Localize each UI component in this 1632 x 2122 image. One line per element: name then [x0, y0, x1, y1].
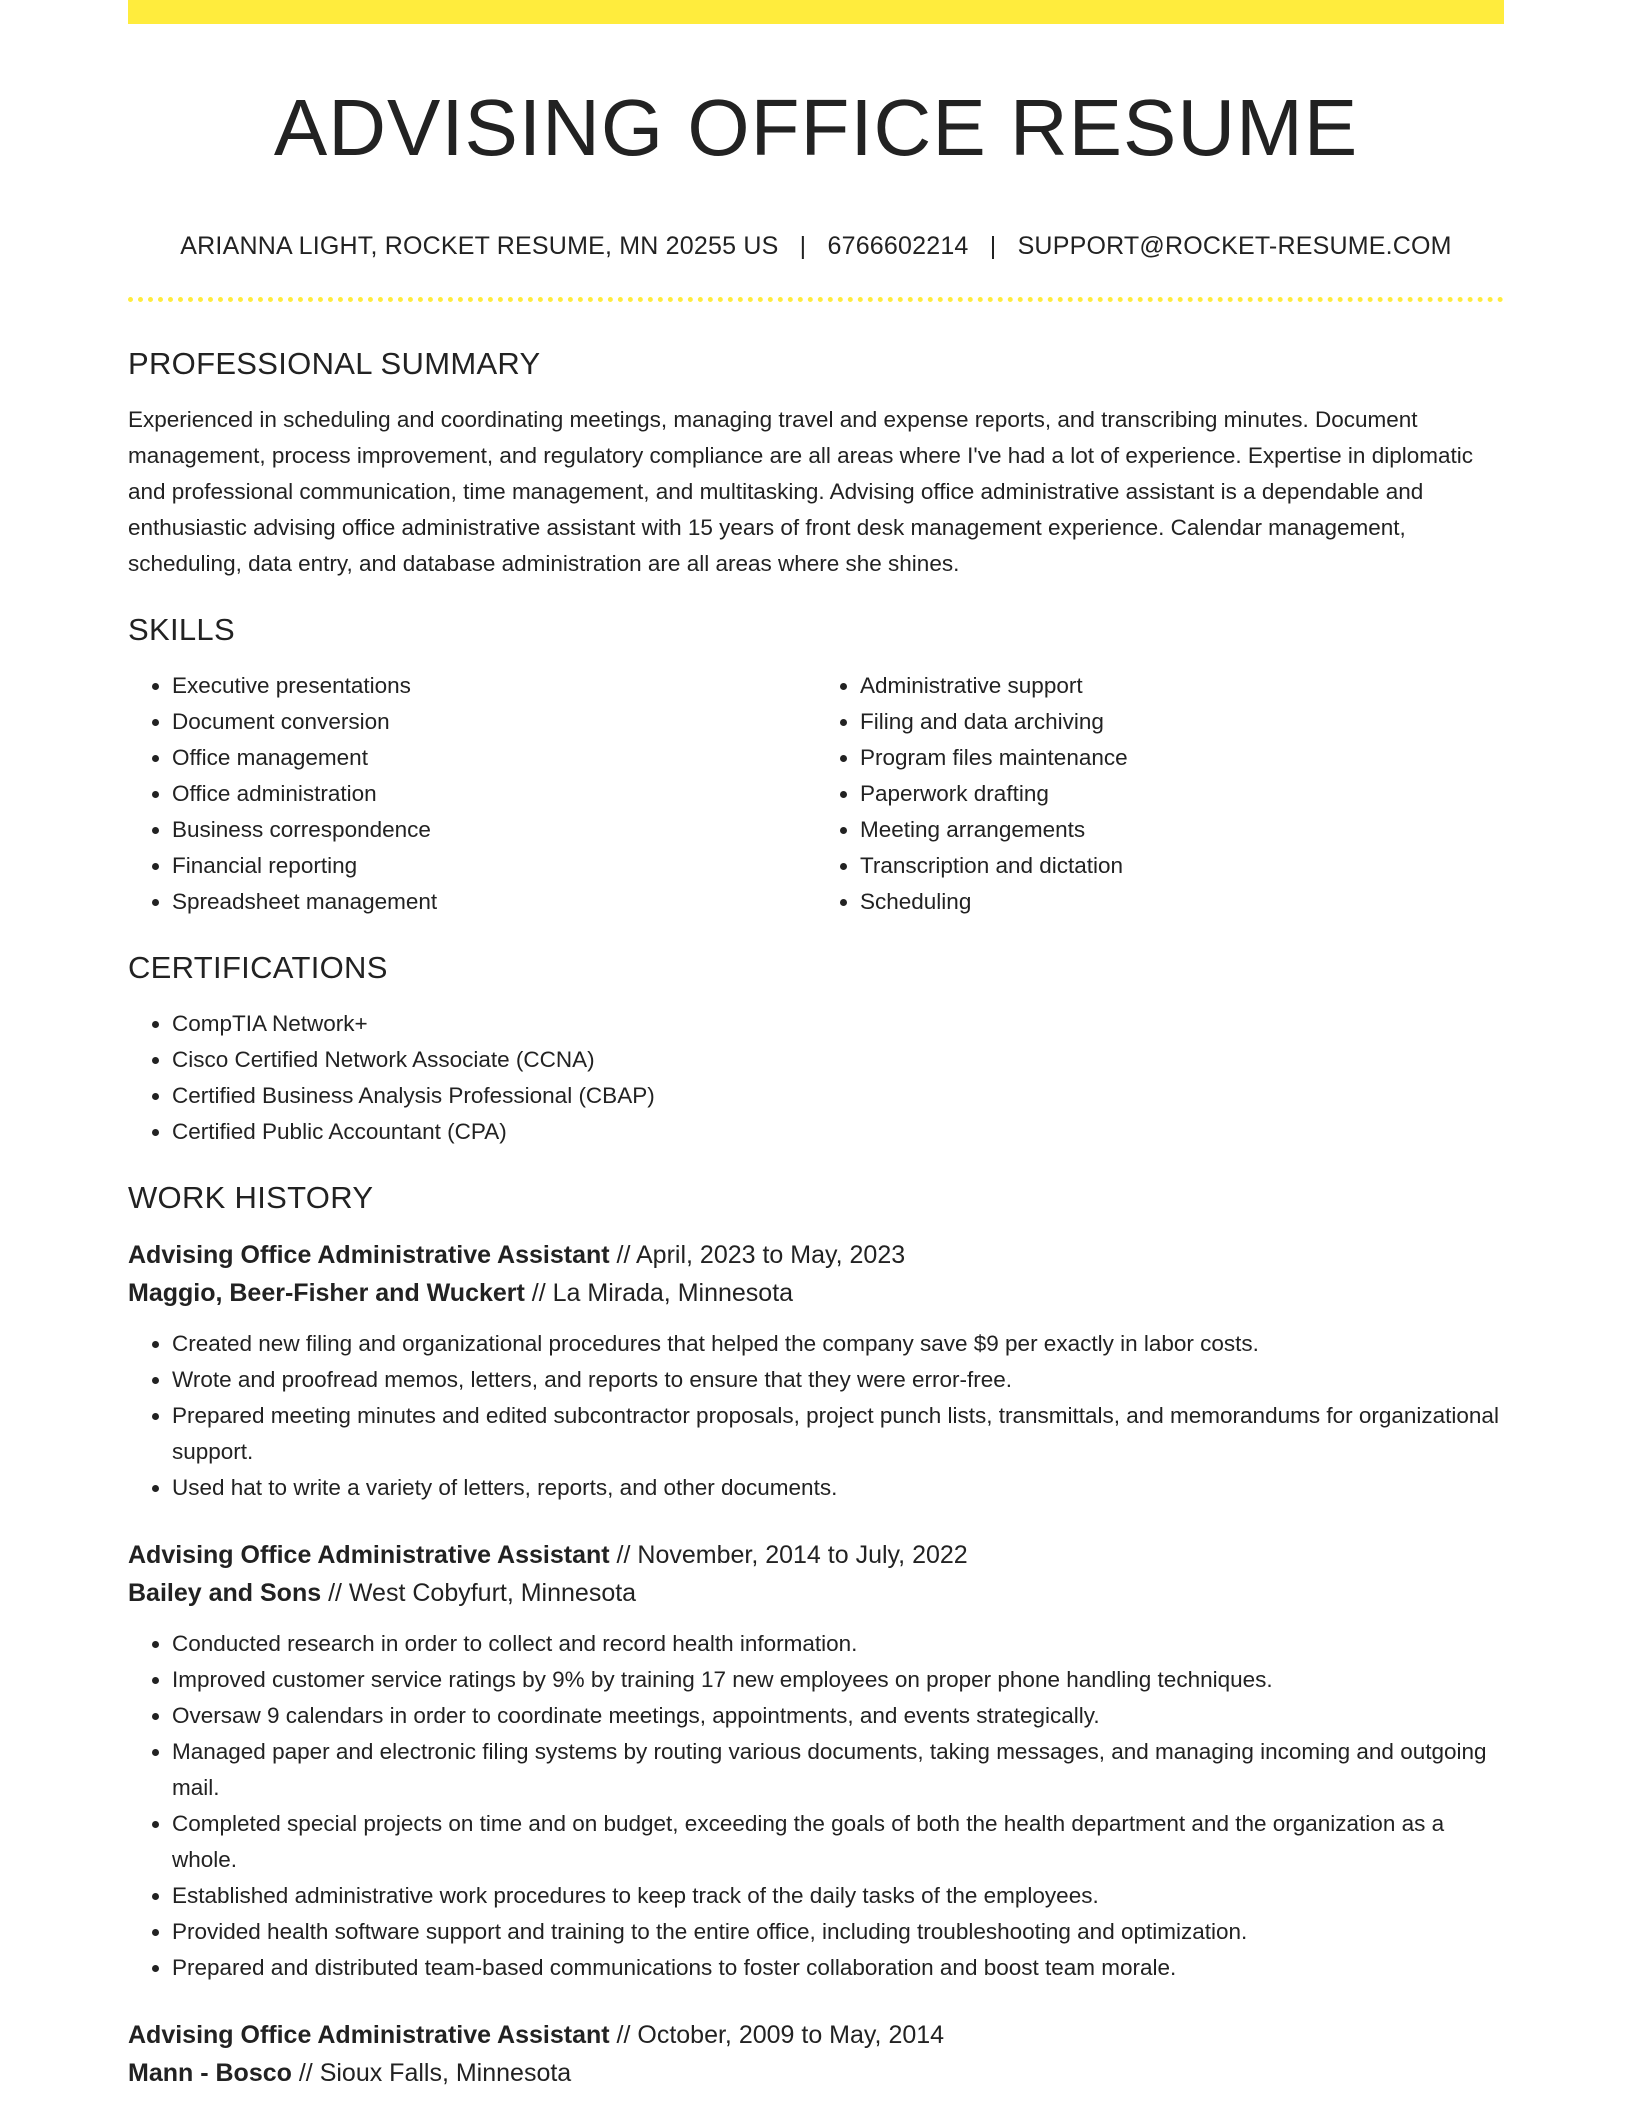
job-title: Advising Office Administrative Assistant	[128, 1241, 610, 1269]
job-location: // Sioux Falls, Minnesota	[298, 2059, 572, 2087]
job-entry	[128, 1536, 1504, 1986]
skill-item: • Executive presentations	[172, 668, 816, 704]
job-bullet: • Managed paper and electronic filing systems by routing various documents, taking messages, and managing incoming and outgoing mail.	[172, 1734, 1504, 1806]
job-title: Advising Office Administrative Assistant	[128, 1541, 610, 1569]
certifications-list	[128, 1006, 1504, 1150]
contact-line	[128, 232, 1504, 261]
skills-list-left	[128, 668, 816, 920]
job-company-line	[128, 2054, 1504, 2092]
skills-list-right	[816, 668, 1504, 920]
job-location: // La Mirada, Minnesota	[531, 1279, 794, 1307]
professional-summary-section	[128, 346, 1504, 582]
skills-columns	[128, 648, 1504, 920]
job-entry	[128, 2016, 1504, 2092]
job-bullet: • Oversaw 9 calendars in order to coordinate meetings, appointments, and events strategically.	[172, 1698, 1504, 1734]
job-company: Bailey and Sons	[128, 1579, 322, 1607]
job-dates: // October, 2009 to May, 2014	[616, 2021, 945, 2049]
certification-item: • Certified Business Analysis Professional (CBAP)	[172, 1078, 1504, 1114]
skill-item: • Scheduling	[860, 884, 1504, 920]
skill-item: • Program files maintenance	[860, 740, 1504, 776]
job-bullet: • Created new filing and organizational procedures that helped the company save $9 per exactly in labor costs.	[172, 1326, 1504, 1362]
section-heading-certifications: CERTIFICATIONS	[128, 950, 388, 985]
certification-item: • CompTIA Network+	[172, 1006, 1504, 1042]
dotted-divider	[128, 297, 1504, 302]
resume-content	[128, 0, 1504, 2122]
job-bullets	[128, 1326, 1504, 1506]
section-heading-summary: PROFESSIONAL SUMMARY	[128, 346, 541, 381]
job-bullet: • Used hat to write a variety of letters, reports, and other documents.	[172, 1470, 1504, 1506]
skill-item: • Administrative support	[860, 668, 1504, 704]
job-title-line	[128, 2016, 1504, 2054]
certifications-section	[128, 950, 1504, 1150]
job-bullet: • Prepared meeting minutes and edited subcontractor proposals, project punch lists, transmittals, and memorandums for organizational support.	[172, 1398, 1504, 1470]
job-company: Maggio, Beer-Fisher and Wuckert	[128, 1279, 525, 1307]
job-bullet: • Improved customer service ratings by 9% by training 17 new employees on proper phone handling techniques.	[172, 1662, 1504, 1698]
skill-item: • Document conversion	[172, 704, 816, 740]
job-bullet: • Provided health software support and training to the entire office, including troubleshooting and optimization.	[172, 1914, 1504, 1950]
job-title-line	[128, 1536, 1504, 1574]
job-title-line	[128, 1236, 1504, 1274]
certification-item: • Cisco Certified Network Associate (CCNA)	[172, 1042, 1504, 1078]
job-dates: // November, 2014 to July, 2022	[616, 1541, 968, 1569]
skill-item: • Business correspondence	[172, 812, 816, 848]
skill-item: • Filing and data archiving	[860, 704, 1504, 740]
job-entry	[128, 1236, 1504, 1506]
work-history-section	[128, 1180, 1504, 2092]
resume-title: ADVISING OFFICE RESUME	[273, 83, 1359, 172]
job-company-line	[128, 1574, 1504, 1612]
job-bullet: • Wrote and proofread memos, letters, and reports to ensure that they were error-free.	[172, 1362, 1504, 1398]
skills-section	[128, 612, 1504, 920]
job-title: Advising Office Administrative Assistant	[128, 2021, 610, 2049]
skill-item: • Office administration	[172, 776, 816, 812]
job-company-line	[128, 1274, 1504, 1312]
skill-item: • Spreadsheet management	[172, 884, 816, 920]
section-heading-skills: SKILLS	[128, 612, 235, 647]
contact-separator: |	[989, 232, 997, 260]
skill-item: • Office management	[172, 740, 816, 776]
summary-text: Experienced in scheduling and coordinating meetings, managing travel and expense reports, and transcribing minutes. Document management, process improvement, and regulatory compliance are all areas where I've had a lot of experience. Expertise in diplomatic and professional communication, time management, and multitasking. Advising office administrative assistant is a dependable and enthusiastic advising office administrative assistant with 15 years of front desk management experience. Calendar management, scheduling, data entry, and database administration are all areas where she shines.	[128, 407, 1473, 576]
certification-item: • Certified Public Accountant (CPA)	[172, 1114, 1504, 1150]
contact-separator: |	[799, 232, 807, 260]
job-bullet: • Conducted research in order to collect and record health information.	[172, 1626, 1504, 1662]
job-dates: // April, 2023 to May, 2023	[616, 1241, 906, 1269]
job-bullets	[128, 1626, 1504, 1986]
skill-item: • Transcription and dictation	[860, 848, 1504, 884]
section-heading-work-history: WORK HISTORY	[128, 1180, 374, 1215]
job-company: Mann - Bosco	[128, 2059, 292, 2087]
job-bullet: • Completed special projects on time and on budget, exceeding the goals of both the health department and the organization as a whole.	[172, 1806, 1504, 1878]
contact-address: ARIANNA LIGHT, ROCKET RESUME, MN 20255 US	[180, 232, 779, 260]
contact-phone[interactable]: 6766602214	[827, 232, 969, 260]
contact-email[interactable]: SUPPORT@ROCKET-RESUME.COM	[1017, 232, 1452, 260]
skill-item: • Paperwork drafting	[860, 776, 1504, 812]
skill-item: • Meeting arrangements	[860, 812, 1504, 848]
skill-item: • Financial reporting	[172, 848, 816, 884]
job-location: // West Cobyfurt, Minnesota	[328, 1579, 637, 1607]
accent-top-bar	[128, 0, 1504, 24]
job-bullet: • Prepared and distributed team-based communications to foster collaboration and boost team morale.	[172, 1950, 1504, 1986]
job-bullet: • Established administrative work procedures to keep track of the daily tasks of the employees.	[172, 1878, 1504, 1914]
